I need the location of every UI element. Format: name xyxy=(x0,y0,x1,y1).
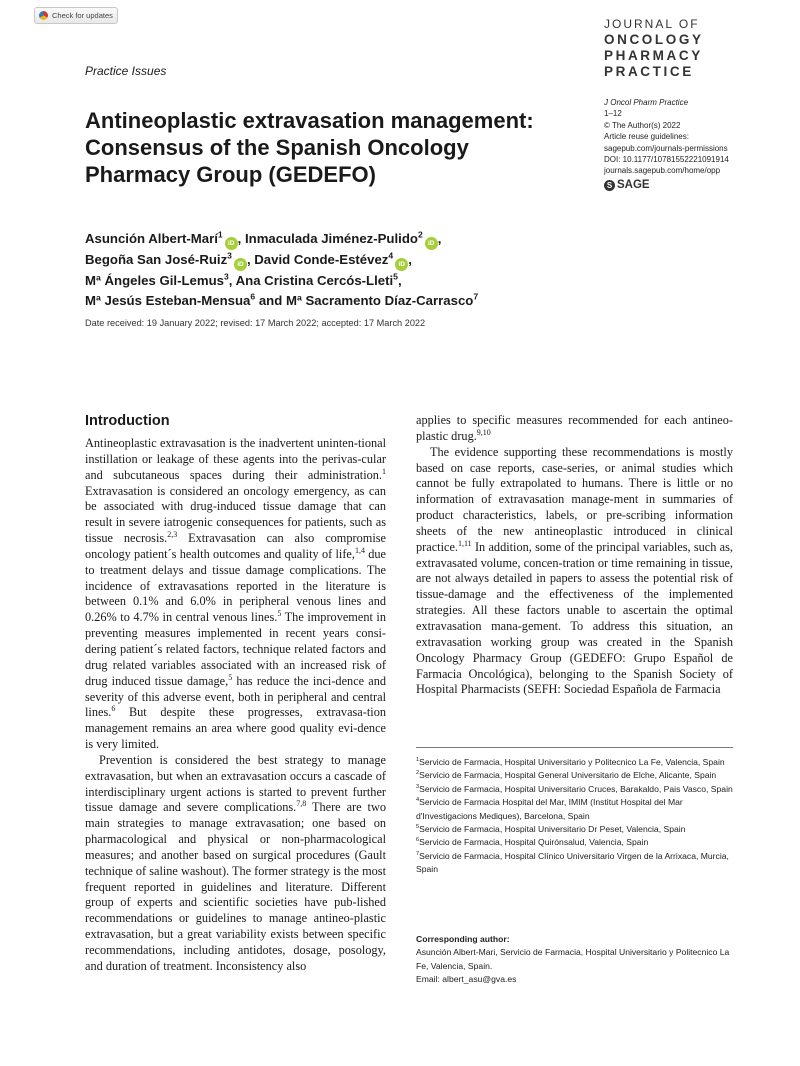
author-separator: , xyxy=(228,273,236,288)
body-column-right xyxy=(416,413,733,698)
citation-mark[interactable]: 6 xyxy=(111,704,116,714)
article-dates: Date received: 19 January 2022; revised: 17 March 2022; accepted: 17 March 2022 xyxy=(85,318,426,328)
author-separator: , xyxy=(246,252,255,267)
author-name: Begoña San José-Ruiz xyxy=(85,252,228,267)
affiliation-list xyxy=(416,756,733,877)
author-affiliation-mark: 5 xyxy=(393,271,398,282)
citation-mark[interactable]: 2,3 xyxy=(167,529,178,539)
affiliation-number: 6 xyxy=(416,837,420,844)
sage-s-icon: S xyxy=(604,180,615,191)
email-link[interactable]: albert_asu@gva.es xyxy=(442,974,517,985)
orcid-icon[interactable]: iD xyxy=(395,258,408,271)
reuse-guidelines: Article reuse guidelines: xyxy=(604,132,689,142)
affiliation-number: 1 xyxy=(416,757,420,764)
author-affiliation-mark: 1 xyxy=(217,229,223,240)
citation-mark[interactable]: 1 xyxy=(382,466,386,476)
affiliation-text: Servicio de Farmacia, Hospital Universitario y Politecnico La Fe, Valencia, Spain xyxy=(419,757,725,767)
affiliation-item xyxy=(416,823,733,836)
reuse-link[interactable]: sagepub.com/journals-permissions xyxy=(604,143,728,153)
orcid-icon[interactable]: iD xyxy=(234,258,247,271)
email-label: Email: xyxy=(416,974,443,985)
author-separator: , xyxy=(437,231,442,246)
affiliation-item xyxy=(416,796,733,823)
affiliation-number: 2 xyxy=(416,770,420,777)
author-name: Mª Sacramento Díaz-Carrasco xyxy=(285,293,474,308)
orcid-icon[interactable]: iD xyxy=(225,237,238,250)
check-for-updates-label: Check for updates xyxy=(52,11,113,20)
citation-mark[interactable]: 1,4 xyxy=(354,545,365,555)
corresponding-author xyxy=(416,933,733,987)
section-heading-introduction: Introduction xyxy=(85,413,170,429)
journal-home-link[interactable]: journals.sagepub.com/home/opp xyxy=(604,166,721,176)
paragraph: applies to specific measures recommended for each antineo-plastic drug.$^{9,10}$ xyxy=(416,413,733,443)
crossmark-icon xyxy=(39,11,48,20)
copyright: © The Author(s) 2022 xyxy=(604,120,681,130)
footnote-divider xyxy=(416,747,733,748)
author-affiliation-mark: 7 xyxy=(473,291,479,302)
author-name: David Conde-Estévez xyxy=(254,252,389,267)
corresponding-heading: Corresponding author: xyxy=(416,934,510,944)
affiliation-number: 7 xyxy=(416,850,420,857)
journal-metadata xyxy=(604,97,794,191)
check-for-updates-button[interactable] xyxy=(34,7,118,24)
author-list xyxy=(85,229,605,311)
affiliation-item xyxy=(416,756,733,769)
author-name: Ana Cristina Cercós-Lleti xyxy=(235,273,394,288)
citation-mark[interactable]: 9,10 xyxy=(476,427,491,437)
paragraph: Antineoplastic extravasation is the inadvertent uninten-tional instillation or leakage of these agents into the perivas-cular and subcutaneous spaces during their administration.$^1$ Extravasation is considered an oncology emergency, as can be associated with drug-induced tissue damage that can result in severe iatrogenic consequences for patients, such as tissue necrosis.$^{2,3}$ Extravasation can also compromise oncology patient´s health outcomes and quality of life,$^{1,4}$ due to treatment delays and tissue damage complications. The incidence of extravasations reported in the literature is between 0.1% and 6.0% in peripheral venous lines and 0.26% to 4.7% in central venous lines.$^5$ The improvement in preventing measures implemented in recent years consi-dering patient´s related factors, technique related factors and drug related variables associated with an increased risk of drug induced tissue damage,$^5$ has reduce the inci-dence and severity of this adverse event, both in peripheral and central lines.$^6$ But despite these progresses, extravasa-tion management remains an area where good quality evi-dence is very limited. xyxy=(85,436,386,752)
affiliation-text: Servicio de Farmacia, Hospital Quirónsalud, Valencia, Spain xyxy=(419,837,649,848)
author-affiliation-mark: 3 xyxy=(223,271,229,282)
author-name: Mª Jesús Esteban-Mensua xyxy=(85,293,251,308)
citation-mark[interactable]: 5 xyxy=(228,672,233,682)
author-separator: , xyxy=(397,273,402,288)
journal-logo-line1: JOURNAL OF xyxy=(604,17,700,31)
journal-logo-line3: PHARMACY xyxy=(604,48,703,63)
author-name: Asunción Albert-Marí xyxy=(85,231,218,246)
page-range: 1–12 xyxy=(604,109,622,119)
journal-logo xyxy=(604,16,704,80)
affiliation-text: Servicio de Farmacia, Hospital Universitario Cruces, Barakaldo, Pais Vasco, Spain xyxy=(419,783,733,794)
affiliation-number: 4 xyxy=(416,797,420,804)
orcid-icon[interactable]: iD xyxy=(425,237,438,250)
affiliation-number: 5 xyxy=(416,824,420,831)
journal-logo-line2: ONCOLOGY xyxy=(604,32,704,47)
author-separator: and xyxy=(255,293,286,308)
affiliation-text: Servicio de Farmacia, Hospital Universitario Dr Peset, Valencia, Spain xyxy=(419,824,686,835)
title-line3: Pharmacy Group (GEDEFO) xyxy=(85,162,376,187)
author-affiliation-mark: 6 xyxy=(250,291,256,302)
affiliation-text: Servicio de Farmacia Hospital del Mar, IMIM (Institut Hospital del Mar d'Investigacions Mediques), Barcelona, Spain xyxy=(416,797,683,821)
author-separator: , xyxy=(408,252,412,267)
title-line2: Consensus of the Spanish Oncology xyxy=(85,135,469,160)
affiliation-item xyxy=(416,836,733,849)
affiliation-item xyxy=(416,850,733,877)
author-name: Inmaculada Jiménez-Pulido xyxy=(244,231,418,246)
doi-link[interactable]: DOI: 10.1177/10781552221091914 xyxy=(604,155,729,165)
affiliation-text: Servicio de Farmacia, Hospital Clínico Universitario Virgen de la Arrixaca, Murcia, Spain xyxy=(416,850,729,875)
author-affiliation-mark: 2 xyxy=(417,229,423,240)
citation-mark[interactable]: 1,11 xyxy=(457,538,472,548)
journal-abbrev: J Oncol Pharm Practice xyxy=(604,98,689,107)
author-separator: , xyxy=(237,231,245,246)
sage-logo xyxy=(604,180,794,191)
body-column-left xyxy=(85,436,386,975)
sage-logo-text: SAGE xyxy=(617,178,650,191)
section-label: Practice Issues xyxy=(85,64,167,78)
affiliation-item xyxy=(416,769,733,782)
corresponding-address: Asunción Albert-Mari, Servicio de Farmacia, Hospital Universitario y Politecnico La Fe, Valencia, Spain. xyxy=(416,947,730,971)
author-name: Mª Ángeles Gil-Lemus xyxy=(85,273,224,288)
article-title xyxy=(85,107,575,188)
title-line1: Antineoplastic extravasation management: xyxy=(85,108,534,133)
affiliation-text: Servicio de Farmacia, Hospital General Universitario de Elche, Alicante, Spain xyxy=(419,770,717,781)
citation-mark[interactable]: 5 xyxy=(277,609,282,619)
corresponding-email-line xyxy=(416,973,733,986)
paragraph: The evidence supporting these recommendations is mostly based on case reports, case-series, or animal studies which cannot be fully extrapolated to humans. There is little or no information of extravasation manage-ment in summaries of product characteristics, labels, or pre-scribing information sheets of the new antineoplastic introduced in clinical practice.$^{1,11}$ In addition, some of the principal variables, such as, extravasated volume, concen-tration or time remaining in tissue, are not always detailed in papers to assess the potential risk of tissue-damage and the effectiveness of the implemented strategies. All these factors unable to ascertain the optimal extravasation mana-gement. To address this situation, an extravasation working group was created in the Spanish Oncology Pharmacy Group (GEDEFO: Grupo Español de Farmacia Oncológica), belonging to the Spanish Society of Hospital Pharmacists (SEFH: Sociedad Española de Farmacia xyxy=(416,444,733,697)
citation-mark[interactable]: 7,8 xyxy=(296,799,307,809)
paragraph: Prevention is considered the best strategy to manage extravasation, but when an extravasation occurs a cascade of interdisciplinary urgent actions is started to prevent further tissue damage and severe complications.$^{7,8}$ There are two main strategies to manage extravasation; one based on pharmacological and physical or non-pharmacological measures; and another based on surgical procedures (Gault technique of saline washout). The former strategy is the most frequent reported in guidelines and literature. Different group of experts and scientific societies have pub-lished recommendations or guidelines to manage antineo-plastic extravasation, but a great variability exists between specific recommendations, including antidotes, dosage, posology, and duration of treatment. Inconsistency also xyxy=(85,752,386,973)
affiliation-item xyxy=(416,783,733,796)
journal-logo-line4: PRACTICE xyxy=(604,64,694,79)
affiliation-number: 3 xyxy=(416,783,420,790)
author-affiliation-mark: 3 xyxy=(227,250,232,261)
author-affiliation-mark: 4 xyxy=(388,250,394,261)
